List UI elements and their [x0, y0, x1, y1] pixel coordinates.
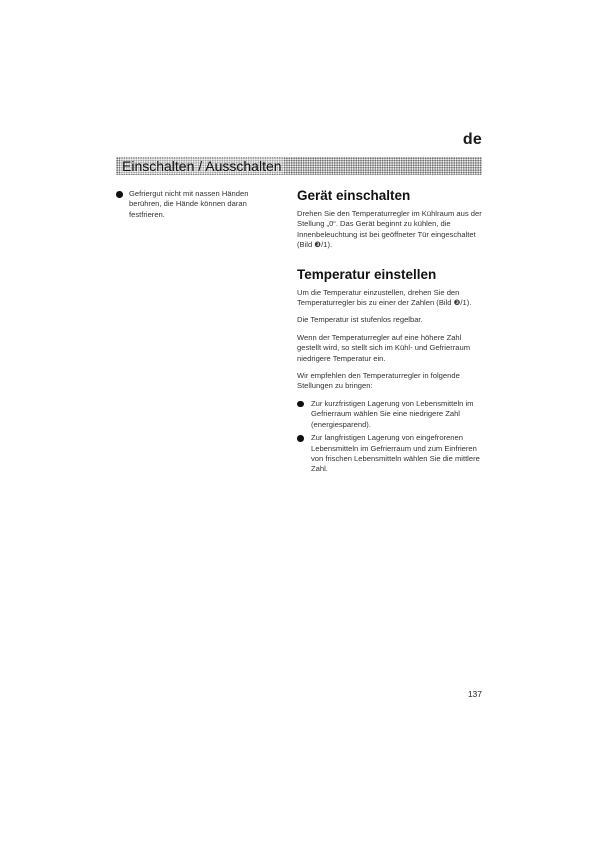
bullet-dot-icon — [297, 435, 304, 442]
temperature-bullet-long-term-text: Zur langfristigen Lagerung von eingefrorenen Lebensmitteln im Gefrierraum und zum Einfrieren von frischen Lebensmitteln wählen Sie die mittlere Zahl. — [311, 433, 480, 474]
bullet-dot-icon — [116, 191, 123, 198]
temperature-bullet-short-term-text: Zur kurzfristigen Lagerung von Lebensmitteln im Gefrierraum wählen Sie eine niedrigere Zahl (energiesparend). — [311, 398, 474, 429]
page-number: 137 — [467, 689, 482, 699]
temperature-bullet-long-term — [297, 433, 487, 475]
temperature-paragraph-4: Wir empfehlen den Temperaturregler in folgende Stellungen zu bringen: — [297, 371, 460, 391]
temperature-heading: Temperatur einstellen — [297, 266, 437, 282]
language-tag: de — [462, 131, 482, 148]
switch-on-text: Drehen Sie den Temperaturregler im Kühlraum aus der Stellung „0“. Das Gerät beginnt zu kühlen, die Innenbeleuchtung ist bei geöffneter Tür eingeschaltet (Bild ❸/1). — [297, 209, 482, 250]
temperature-paragraph-3: Wenn der Temperaturregler auf eine höhere Zahl gestellt wird, so stellt sich im Kühl- und Gefrierraum niedrigere Temperatur ein. — [297, 332, 471, 363]
right-column — [297, 187, 487, 478]
bullet-dot-icon — [297, 401, 304, 408]
left-column — [116, 189, 274, 220]
safety-bullet — [116, 189, 274, 220]
temperature-paragraph-2: Die Temperatur ist stufenlos regelbar. — [297, 315, 423, 325]
temperature-paragraph-1: Um die Temperatur einzustellen, drehen Sie den Temperaturregler bis zu einer der Zahlen (Bild ❸/1). — [297, 287, 472, 308]
temperature-bullet-short-term — [297, 399, 487, 430]
section-title: Einschalten / Ausschalten — [122, 158, 282, 174]
safety-bullet-text: Gefriergut nicht mit nassen Händen berühren, die Hände können daran festfrieren. — [129, 189, 249, 219]
switch-on-heading: Gerät einschalten — [297, 188, 411, 203]
